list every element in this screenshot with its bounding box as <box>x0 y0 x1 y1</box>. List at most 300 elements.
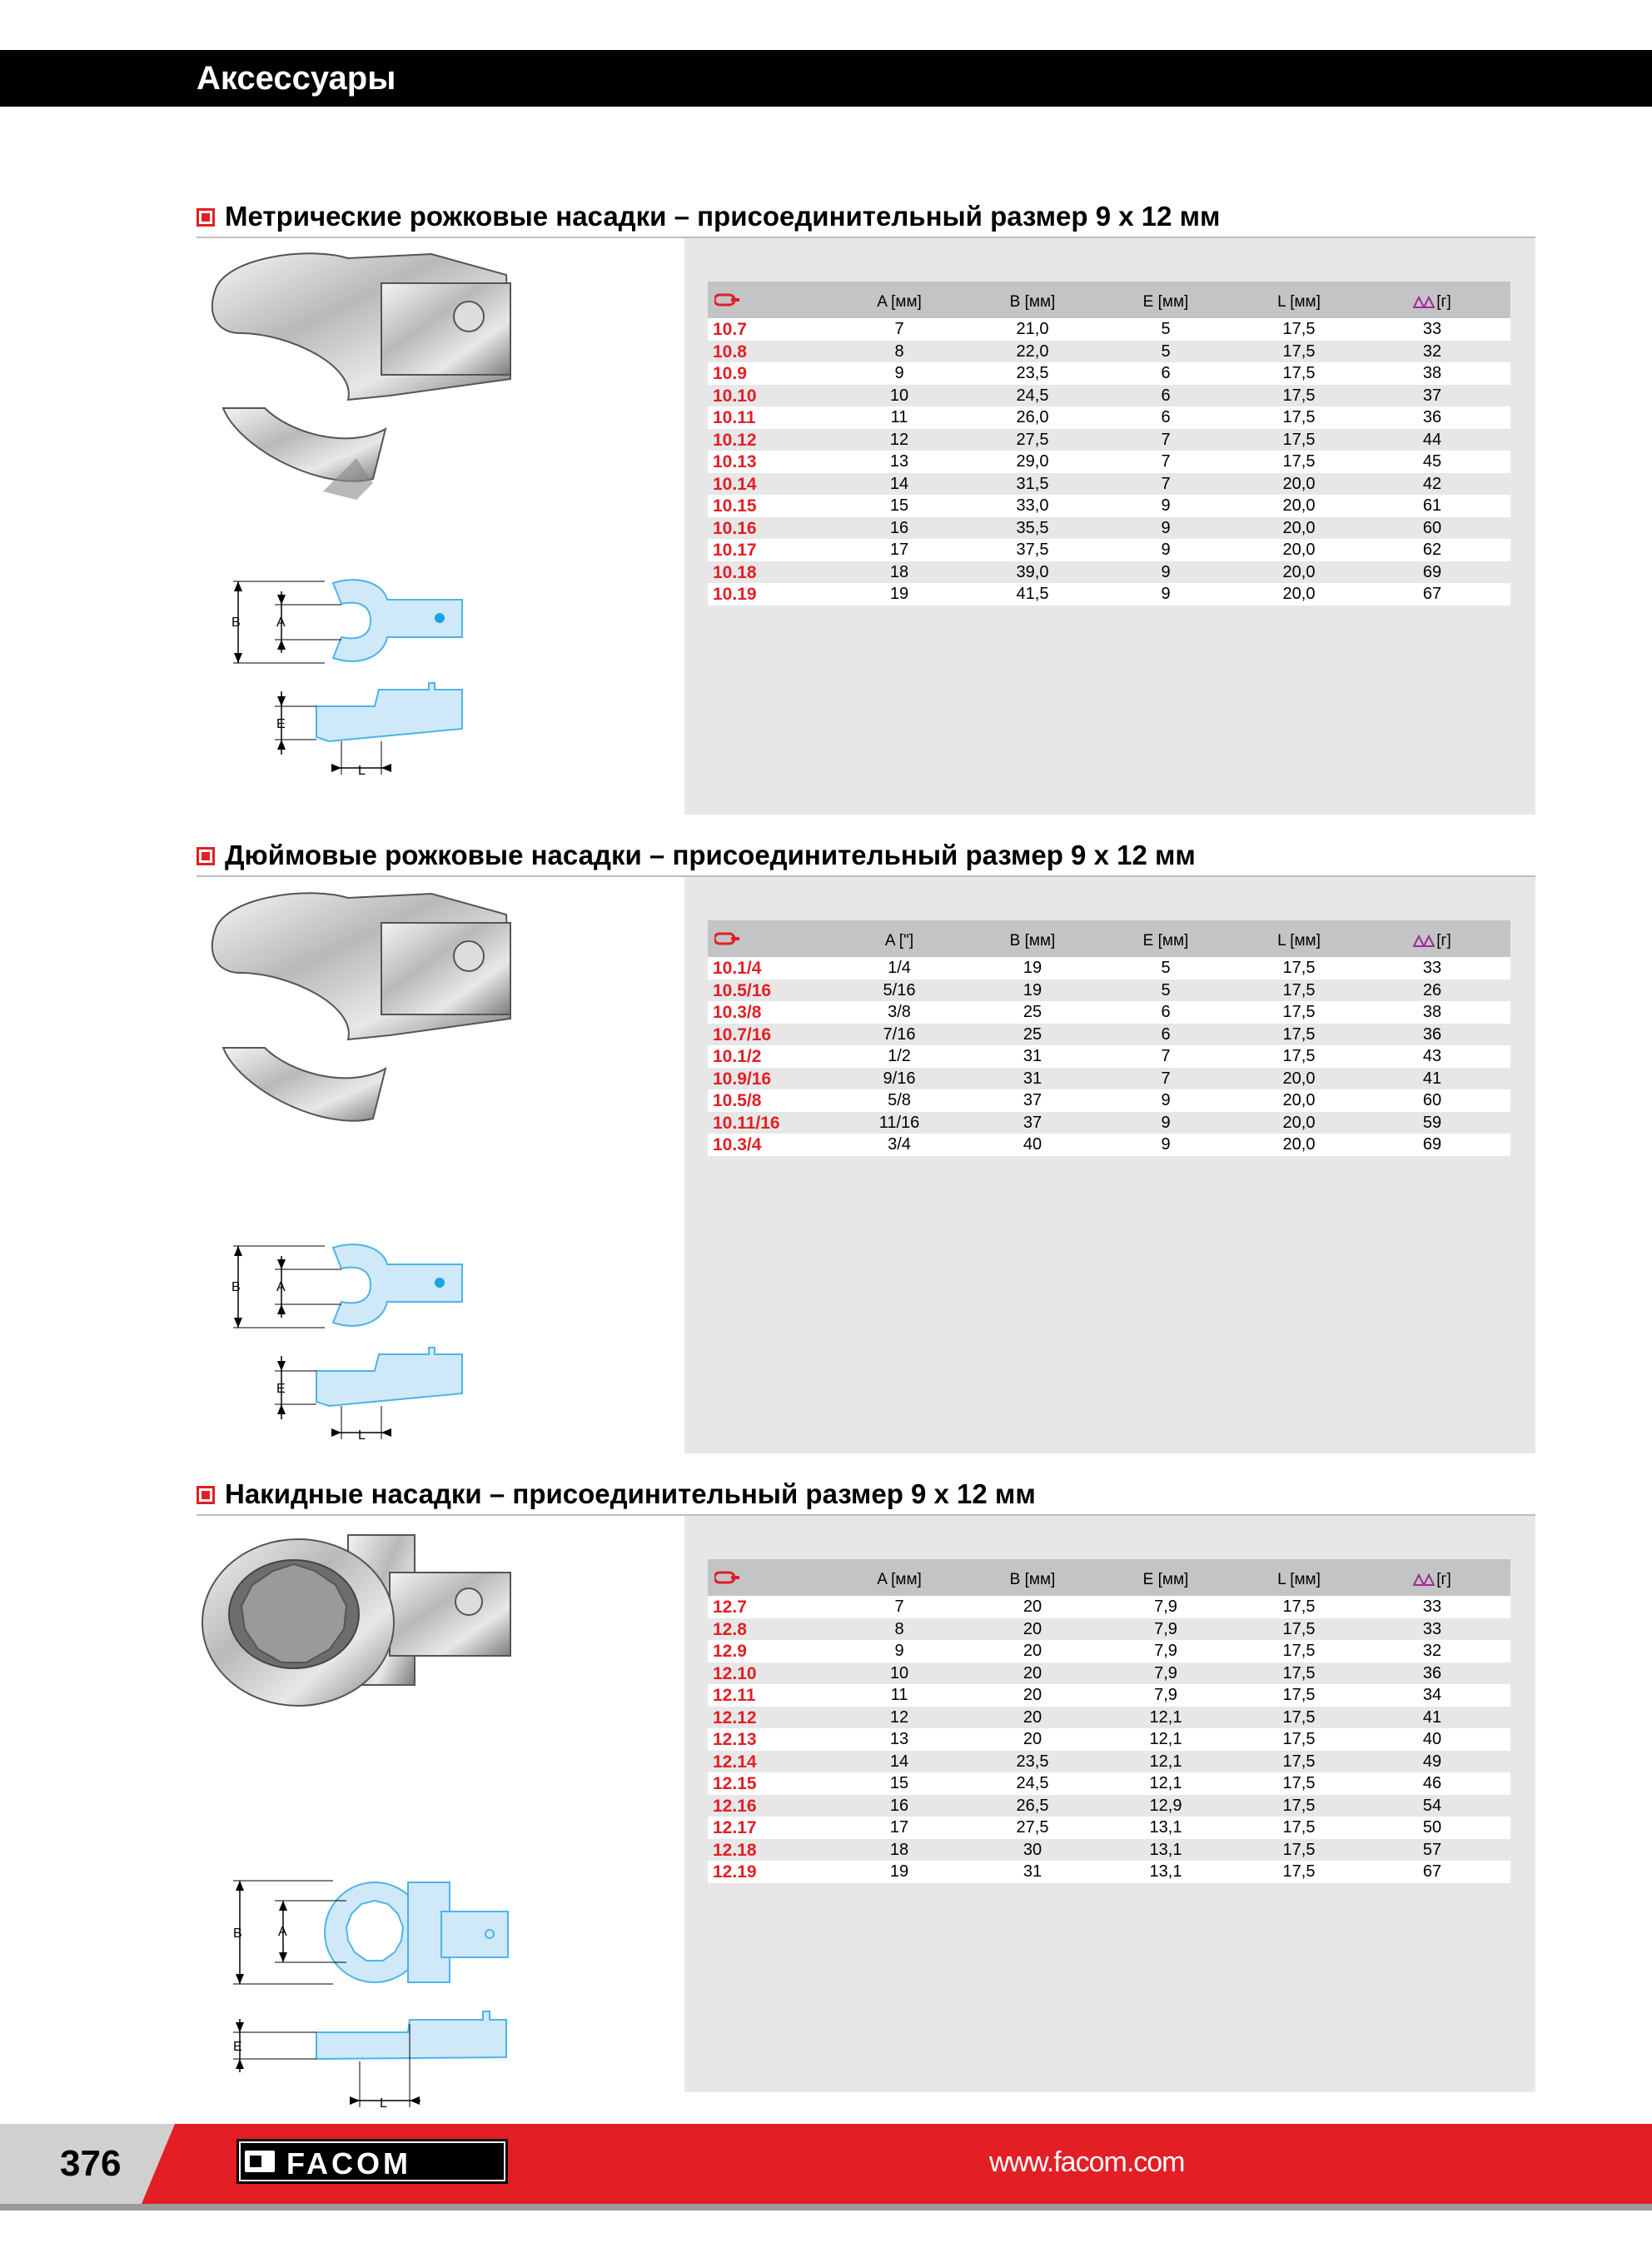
reference-icon <box>714 932 739 945</box>
cell-e: 7 <box>1161 1047 1171 1065</box>
cell-a: 7 <box>894 320 904 338</box>
table-row <box>708 1751 1510 1773</box>
reference-code: 10.9 <box>713 364 747 383</box>
cell-e: 12,1 <box>1149 1730 1182 1748</box>
cell-weight: 69 <box>1422 562 1442 581</box>
cell-a: 19 <box>889 1862 909 1881</box>
dim-label-l: L <box>380 2096 387 2111</box>
open-end-head-photo <box>190 881 523 1181</box>
cell-l: 17,5 <box>1282 1730 1316 1748</box>
cell-b: 41,5 <box>1016 585 1049 603</box>
cell-e: 7,9 <box>1154 1642 1177 1660</box>
table-row <box>708 583 1510 606</box>
cell-l: 17,5 <box>1282 1024 1316 1044</box>
cell-e: 6 <box>1161 386 1171 405</box>
table-row <box>708 1817 1510 1839</box>
weight-icon <box>1413 296 1435 309</box>
cell-b: 31 <box>1023 1047 1042 1065</box>
col-header-a: A [мм] <box>877 1571 922 1588</box>
reference-code: 12.16 <box>713 1796 757 1816</box>
reference-code: 10.9/16 <box>713 1069 772 1089</box>
cell-b: 37,5 <box>1016 541 1049 559</box>
section-heading <box>197 1478 1535 1516</box>
reference-code: 10.17 <box>713 541 757 560</box>
cell-b: 20 <box>1023 1619 1042 1638</box>
table-row <box>708 341 1510 363</box>
cell-b: 25 <box>1023 1024 1042 1044</box>
cell-l: 17,5 <box>1282 386 1316 405</box>
cell-e: 9 <box>1161 1113 1171 1132</box>
cell-a: 3/4 <box>888 1135 911 1154</box>
dim-label-e: E <box>276 1382 286 1396</box>
section-heading <box>197 839 1535 877</box>
cell-l: 17,5 <box>1282 1047 1316 1065</box>
col-header-b: B [мм] <box>1009 293 1056 311</box>
cell-weight: 38 <box>1422 364 1442 382</box>
reference-code: 10.8 <box>713 341 747 361</box>
table-row <box>708 1089 1510 1112</box>
cell-l: 17,5 <box>1282 1707 1316 1727</box>
weight-icon <box>1413 1573 1435 1587</box>
footer-stripe <box>0 2204 1652 2211</box>
cell-b: 25 <box>1023 1003 1042 1021</box>
table-row <box>708 1662 1510 1685</box>
cell-weight: 50 <box>1422 1818 1442 1837</box>
cell-b: 26,0 <box>1016 408 1049 426</box>
col-header-l: L [мм] <box>1277 1571 1321 1588</box>
cell-l: 17,5 <box>1282 1796 1316 1815</box>
col-header-a: A [мм] <box>877 293 922 311</box>
cell-l: 17,5 <box>1282 1752 1316 1771</box>
cell-l: 17,5 <box>1282 408 1316 426</box>
dim-label-a: A <box>276 1280 286 1294</box>
open-end-dimension-diagram <box>216 1231 483 1448</box>
cell-l: 17,5 <box>1282 1840 1316 1859</box>
page-header-bar <box>0 50 1652 107</box>
table-row <box>708 1707 1510 1729</box>
cell-a: 13 <box>889 1730 909 1748</box>
cell-weight: 49 <box>1422 1752 1442 1771</box>
cell-e: 6 <box>1161 408 1171 426</box>
table-row <box>708 406 1510 429</box>
cell-e: 7 <box>1161 452 1171 471</box>
cell-e: 9 <box>1161 585 1171 603</box>
cell-a: 5/8 <box>888 1091 911 1109</box>
cell-a: 8 <box>894 1619 904 1638</box>
table-row <box>708 495 1510 517</box>
cell-e: 5 <box>1161 320 1171 338</box>
dim-label-e: E <box>276 717 286 731</box>
cell-e: 7,9 <box>1154 1686 1177 1704</box>
table-header-row <box>708 920 1510 957</box>
cell-b: 24,5 <box>1016 1774 1049 1792</box>
section-heading <box>197 200 1535 238</box>
section-title: Метрические рожковые насадки – присоединительный размер 9 x 12 мм <box>225 201 1221 232</box>
cell-e: 9 <box>1161 562 1171 581</box>
page-title: Аксессуары <box>197 60 396 97</box>
cell-e: 9 <box>1161 1091 1171 1109</box>
ring-head-photo <box>190 1523 523 1739</box>
cell-l: 17,5 <box>1282 341 1316 361</box>
cell-l: 20,0 <box>1282 1069 1316 1088</box>
cell-e: 12,9 <box>1149 1796 1182 1815</box>
reference-code: 10.12 <box>713 430 757 450</box>
cell-b: 23,5 <box>1016 1752 1049 1771</box>
spec-table <box>708 282 1510 606</box>
cell-l: 20,0 <box>1282 1113 1316 1132</box>
col-header-weight: [г] <box>1366 282 1499 323</box>
cell-a: 7/16 <box>883 1024 916 1044</box>
cell-weight: 38 <box>1422 1003 1442 1021</box>
cell-b: 22,0 <box>1016 341 1049 361</box>
reference-code: 10.14 <box>713 474 757 494</box>
cell-weight: 33 <box>1422 320 1442 338</box>
cell-b: 37 <box>1023 1091 1042 1109</box>
col-header-l: L [мм] <box>1277 932 1321 950</box>
cell-l: 17,5 <box>1282 1619 1316 1638</box>
col-header-weight: [г] <box>1366 1559 1499 1601</box>
table-row <box>708 362 1510 385</box>
reference-code: 10.7/16 <box>713 1024 772 1044</box>
cell-weight: 32 <box>1422 1642 1442 1660</box>
table-body <box>708 1596 1510 1883</box>
cell-b: 31 <box>1023 1069 1042 1088</box>
cell-a: 9 <box>894 1642 904 1660</box>
col-header-a: A ["] <box>884 932 914 950</box>
cell-a: 13 <box>889 452 909 471</box>
cell-b: 21,0 <box>1016 320 1049 338</box>
cell-l: 17,5 <box>1282 430 1316 449</box>
table-row <box>708 451 1510 473</box>
cell-weight: 67 <box>1422 585 1442 603</box>
bullet-square-icon <box>197 208 215 227</box>
cell-b: 24,5 <box>1016 386 1049 405</box>
cell-b: 20 <box>1023 1730 1042 1748</box>
cell-e: 13,1 <box>1149 1840 1182 1859</box>
reference-code: 12.12 <box>713 1707 757 1727</box>
cell-l: 17,5 <box>1282 1862 1316 1881</box>
cell-e: 7 <box>1161 430 1171 449</box>
cell-b: 37 <box>1023 1113 1042 1132</box>
cell-a: 16 <box>889 1796 909 1815</box>
dim-label-e: E <box>233 2040 242 2054</box>
cell-b: 20 <box>1023 1642 1042 1660</box>
cell-weight: 43 <box>1422 1047 1442 1065</box>
table-header-row <box>708 282 1510 318</box>
table-row <box>708 385 1510 407</box>
reference-code: 12.13 <box>713 1730 757 1749</box>
cell-e: 7 <box>1161 474 1171 493</box>
cell-e: 7,9 <box>1154 1663 1177 1682</box>
brand-name: FACOM <box>286 2146 411 2181</box>
cell-l: 20,0 <box>1282 562 1316 581</box>
cell-b: 39,0 <box>1016 562 1049 581</box>
cell-a: 14 <box>889 1752 909 1771</box>
cell-a: 10 <box>889 1663 909 1682</box>
reference-code: 10.13 <box>713 452 757 471</box>
cell-a: 14 <box>889 474 909 493</box>
reference-code: 10.10 <box>713 386 757 406</box>
cell-e: 7,9 <box>1154 1619 1177 1638</box>
cell-a: 3/8 <box>888 1003 911 1021</box>
reference-code: 12.19 <box>713 1862 757 1882</box>
section-title: Накидные насадки – присоединительный размер 9 x 12 мм <box>225 1478 1036 1509</box>
cell-e: 13,1 <box>1149 1818 1182 1837</box>
col-header-weight: [г] <box>1366 920 1499 962</box>
reference-code: 10.3/4 <box>713 1135 762 1154</box>
cell-weight: 33 <box>1422 959 1442 977</box>
reference-code: 10.7 <box>713 320 747 339</box>
cell-l: 17,5 <box>1282 320 1316 338</box>
cell-weight: 42 <box>1422 474 1442 493</box>
cell-weight: 33 <box>1422 1619 1442 1638</box>
dim-label-a: A <box>278 1925 287 1939</box>
reference-code: 10.19 <box>713 585 757 604</box>
cell-l: 17,5 <box>1282 1598 1316 1616</box>
cell-b: 20 <box>1023 1686 1042 1704</box>
cell-weight: 34 <box>1422 1686 1442 1704</box>
cell-e: 9 <box>1161 518 1171 537</box>
table-row <box>708 318 1510 341</box>
cell-a: 8 <box>894 341 904 361</box>
reference-code: 12.7 <box>713 1598 747 1617</box>
cell-a: 11 <box>890 408 908 426</box>
cell-a: 18 <box>889 562 909 581</box>
cell-b: 40 <box>1023 1135 1042 1154</box>
section-title: Дюймовые рожковые насадки – присоединительный размер 9 x 12 мм <box>225 840 1196 870</box>
table-body <box>708 318 1510 606</box>
cell-b: 19 <box>1023 959 1042 977</box>
cell-weight: 26 <box>1422 980 1442 999</box>
dim-label-l: L <box>358 1428 366 1443</box>
cell-weight: 44 <box>1422 430 1442 449</box>
open-end-head-photo <box>190 242 523 541</box>
cell-e: 12,1 <box>1149 1707 1182 1727</box>
cell-b: 30 <box>1023 1840 1042 1859</box>
reference-code: 10.15 <box>713 496 757 516</box>
cell-b: 29,0 <box>1016 452 1049 471</box>
dim-label-b: B <box>233 1926 242 1941</box>
cell-l: 17,5 <box>1282 1003 1316 1021</box>
reference-code: 10.3/8 <box>713 1003 762 1022</box>
cell-weight: 45 <box>1422 452 1442 471</box>
table-row <box>708 1861 1510 1883</box>
cell-a: 17 <box>889 541 909 559</box>
cell-b: 31 <box>1023 1862 1042 1881</box>
table-header-row <box>708 1559 1510 1596</box>
spec-table <box>708 1559 1510 1883</box>
cell-l: 17,5 <box>1282 452 1316 471</box>
reference-icon <box>714 293 739 307</box>
cell-l: 20,0 <box>1282 1091 1316 1109</box>
cell-a: 18 <box>889 1840 909 1859</box>
table-row <box>708 539 1510 561</box>
table-row <box>708 1112 1510 1134</box>
cell-l: 20,0 <box>1282 585 1316 603</box>
col-header-e: E [мм] <box>1142 293 1189 311</box>
cell-l: 17,5 <box>1282 959 1316 977</box>
table-row <box>708 1045 1510 1068</box>
table-row <box>708 1596 1510 1618</box>
cell-e: 5 <box>1161 959 1171 977</box>
cell-l: 20,0 <box>1282 1135 1316 1154</box>
bullet-square-icon <box>197 847 215 865</box>
table-row <box>708 1684 1510 1707</box>
cell-l: 17,5 <box>1282 364 1316 382</box>
cell-b: 35,5 <box>1016 518 1049 537</box>
cell-weight: 41 <box>1422 1707 1442 1727</box>
cell-l: 20,0 <box>1282 474 1316 493</box>
cell-a: 9 <box>894 364 904 382</box>
cell-l: 20,0 <box>1282 518 1316 537</box>
cell-a: 17 <box>889 1818 909 1837</box>
table-row <box>708 1001 1510 1024</box>
cell-a: 19 <box>889 585 909 603</box>
table-row <box>708 561 1510 584</box>
cell-e: 9 <box>1161 1135 1171 1154</box>
dim-label-b: B <box>231 616 241 630</box>
cell-l: 17,5 <box>1282 1663 1316 1682</box>
reference-code: 10.5/8 <box>713 1091 762 1110</box>
reference-code: 10.11/16 <box>713 1113 780 1133</box>
cell-l: 17,5 <box>1282 1642 1316 1660</box>
cell-weight: 36 <box>1422 408 1442 426</box>
page-number: 376 <box>60 2143 122 2184</box>
reference-code: 12.11 <box>713 1686 756 1705</box>
table-row <box>708 473 1510 496</box>
table-row <box>708 957 1510 979</box>
cell-l: 17,5 <box>1282 980 1316 999</box>
reference-icon <box>714 1571 739 1584</box>
cell-a: 7 <box>894 1598 904 1616</box>
cell-l: 17,5 <box>1282 1686 1316 1704</box>
cell-e: 7,9 <box>1154 1598 1177 1616</box>
cell-e: 12,1 <box>1149 1774 1182 1792</box>
reference-code: 12.9 <box>713 1642 747 1661</box>
dim-label-l: L <box>358 764 366 778</box>
cell-weight: 41 <box>1422 1069 1442 1088</box>
dim-label-b: B <box>231 1280 241 1294</box>
cell-weight: 32 <box>1422 341 1442 361</box>
cell-l: 20,0 <box>1282 541 1316 559</box>
cell-weight: 36 <box>1422 1663 1442 1682</box>
cell-e: 13,1 <box>1149 1862 1182 1881</box>
cell-a: 10 <box>889 386 909 405</box>
col-header-b: B [мм] <box>1009 1571 1056 1588</box>
cell-a: 1/4 <box>888 959 911 977</box>
table-row <box>708 1024 1510 1046</box>
col-header-e: E [мм] <box>1142 932 1189 950</box>
cell-a: 1/2 <box>888 1047 911 1065</box>
reference-code: 12.8 <box>713 1619 747 1639</box>
cell-b: 27,5 <box>1016 1818 1049 1837</box>
cell-weight: 36 <box>1422 1024 1442 1044</box>
cell-a: 11 <box>890 1686 908 1704</box>
table-row <box>708 1728 1510 1751</box>
reference-code: 10.11 <box>713 408 756 427</box>
cell-b: 31,5 <box>1016 474 1049 493</box>
reference-code: 12.15 <box>713 1774 757 1793</box>
ring-dimension-diagram <box>216 1866 516 2116</box>
cell-e: 7 <box>1161 1069 1171 1088</box>
cell-a: 16 <box>889 518 909 537</box>
cell-b: 26,5 <box>1016 1796 1049 1815</box>
cell-a: 12 <box>889 430 909 449</box>
reference-code: 10.16 <box>713 518 757 538</box>
cell-b: 33,0 <box>1016 496 1049 515</box>
reference-code: 12.14 <box>713 1752 757 1772</box>
table-row <box>708 1795 1510 1817</box>
cell-weight: 40 <box>1422 1730 1442 1748</box>
reference-code: 10.18 <box>713 562 757 582</box>
weight-icon <box>1413 935 1435 948</box>
cell-weight: 61 <box>1422 496 1442 515</box>
cell-e: 5 <box>1161 341 1171 361</box>
dim-label-a: A <box>276 616 286 630</box>
cell-a: 12 <box>889 1707 909 1727</box>
reference-code: 12.10 <box>713 1663 757 1683</box>
open-end-dimension-diagram <box>216 566 483 783</box>
cell-weight: 37 <box>1422 386 1442 405</box>
reference-code: 10.5/16 <box>713 980 772 1000</box>
col-header-l: L [мм] <box>1277 293 1321 311</box>
cell-weight: 57 <box>1422 1840 1442 1859</box>
table-row <box>708 429 1510 451</box>
cell-e: 6 <box>1161 1024 1171 1044</box>
cell-e: 9 <box>1161 541 1171 559</box>
website-link[interactable]: www.facom.com <box>989 2146 1185 2178</box>
cell-weight: 60 <box>1422 518 1442 537</box>
table-row <box>708 1618 1510 1641</box>
cell-a: 9/16 <box>883 1069 916 1088</box>
cell-l: 17,5 <box>1282 1818 1316 1837</box>
cell-a: 15 <box>889 496 909 515</box>
cell-e: 5 <box>1161 980 1171 999</box>
col-header-e: E [мм] <box>1142 1571 1189 1588</box>
cell-weight: 69 <box>1422 1135 1442 1154</box>
cell-a: 15 <box>889 1774 909 1792</box>
cell-b: 20 <box>1023 1598 1042 1616</box>
table-body <box>708 957 1510 1156</box>
table-row <box>708 517 1510 540</box>
table-row <box>708 1640 1510 1662</box>
cell-weight: 46 <box>1422 1774 1442 1792</box>
reference-code: 12.18 <box>713 1840 757 1860</box>
cell-e: 12,1 <box>1149 1752 1182 1771</box>
table-row <box>708 979 1510 1002</box>
reference-code: 10.1/2 <box>713 1047 762 1066</box>
cell-weight: 33 <box>1422 1598 1442 1616</box>
cell-b: 23,5 <box>1016 364 1049 382</box>
cell-b: 19 <box>1023 980 1042 999</box>
reference-code: 12.17 <box>713 1818 757 1837</box>
table-row <box>708 1839 1510 1862</box>
cell-l: 20,0 <box>1282 496 1316 515</box>
cell-l: 17,5 <box>1282 1774 1316 1792</box>
spec-table <box>708 920 1510 1156</box>
cell-b: 27,5 <box>1016 430 1049 449</box>
table-row <box>708 1068 1510 1090</box>
cell-e: 6 <box>1161 364 1171 382</box>
reference-code: 10.1/4 <box>713 959 762 978</box>
cell-e: 9 <box>1161 496 1171 515</box>
cell-a: 5/16 <box>883 980 916 999</box>
bullet-square-icon <box>197 1486 215 1504</box>
facom-logo <box>236 2139 508 2184</box>
cell-b: 20 <box>1023 1707 1042 1727</box>
table-row <box>708 1772 1510 1795</box>
cell-weight: 54 <box>1422 1796 1442 1815</box>
